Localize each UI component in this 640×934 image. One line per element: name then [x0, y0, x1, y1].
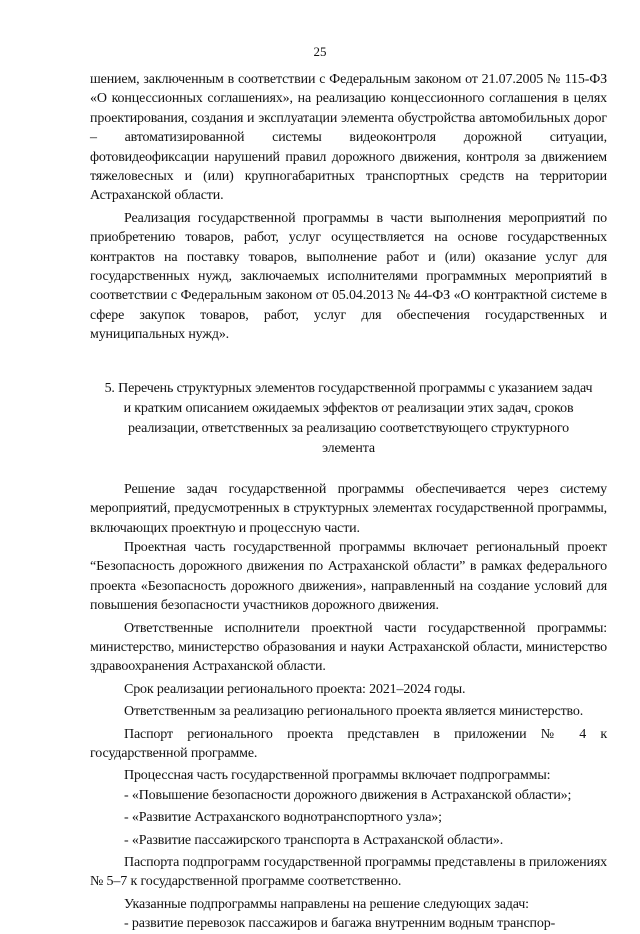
- paragraph-body-9: Указанные подпрограммы направлены на решение следующих задач:: [124, 896, 529, 912]
- list-item-subprogram-3: - «Развитие пассажирского транспорта в Астраханской области».: [124, 832, 504, 848]
- paragraph-body-1: Решение задач государственной программы обеспечивается через систему мероприятий, предусмотренных в структурных элементах государственной программы, включающих проектную и процессную части.: [90, 481, 607, 536]
- paragraph-body-4: Срок реализации регионального проекта: 2021–2024 годы.: [124, 681, 466, 697]
- paragraph-body-3: Ответственные исполнители проектной части государственной программы: министерство, министерство образования и науки Астраханской области, министерство здравоохранения Астраханской области.: [90, 620, 607, 675]
- paragraph-body-6: Паспорт регионального проекта представлен в приложении № 4 к государственной программе.: [90, 726, 607, 761]
- section-title: 5. Перечень структурных элементов государственной программы с указанием задач и кратким описанием ожидаемых эффектов от реализации этих задач, сроков реализации, ответственных за реализацию соответствующего структурного элемента: [104, 380, 593, 456]
- paragraph-body-2: Проектная часть государственной программы включает региональный проект “Безопасность дорожного движения по Астраханской области” в рамках федерального проекта «Безопасность дорожного движения», направленный на создание условий для повышения безопасности участников дорожного движения.: [90, 539, 607, 614]
- paragraph-top-2: Реализация государственной программы в части выполнения мероприятий по приобретению товаров, работ, услуг осуществляется на основе государственных контрактов на поставку товаров, выполнение работ и (или) оказание услуг для государственных нужд, заключаемых исполнителями программных мероприятий в соответствии с Федеральным законом от 05.04.2013 № 44-ФЗ «О контрактной системе в сфере закупок товаров, работ, услуг для обеспечения государственных и муниципальных нужд».: [90, 210, 607, 343]
- paragraph-top-1: шением, заключенным в соответствии с Федеральным законом от 21.07.2005 № 115-ФЗ «О концессионных соглашениях», на реализацию концессионного соглашения в целях проектирования, создания и эксплуатации элемента обустройства автомобильных дорог – автоматизированной системы видеоконтроля дорожной ситуации, фотовидеофиксации нарушений правил дорожного движения, контроля за движением тяжеловесных и (или) крупногабаритных транспортных средств на территории Астраханской области.: [90, 72, 607, 204]
- list-item-subprogram-1: - «Повышение безопасности дорожного движения в Астраханской области»;: [124, 787, 572, 803]
- list-item-subprogram-2: - «Развитие Астраханского воднотранспортного узла»;: [124, 810, 442, 826]
- paragraph-body-7: Процессная часть государственной программы включает подпрограммы:: [124, 768, 551, 784]
- paragraph-body-5: Ответственным за реализацию регионального проекта является министерство.: [124, 704, 584, 720]
- page-number: 25: [313, 44, 327, 59]
- list-item-task-1: - развитие перевозок пассажиров и багажа внутренним водным транспор-: [124, 916, 556, 932]
- document-body: [90, 70, 607, 934]
- paragraph-body-8: Паспорта подпрограмм государственной программы представлены в приложениях № 5–7 к государственной программе соответственно.: [90, 855, 607, 890]
